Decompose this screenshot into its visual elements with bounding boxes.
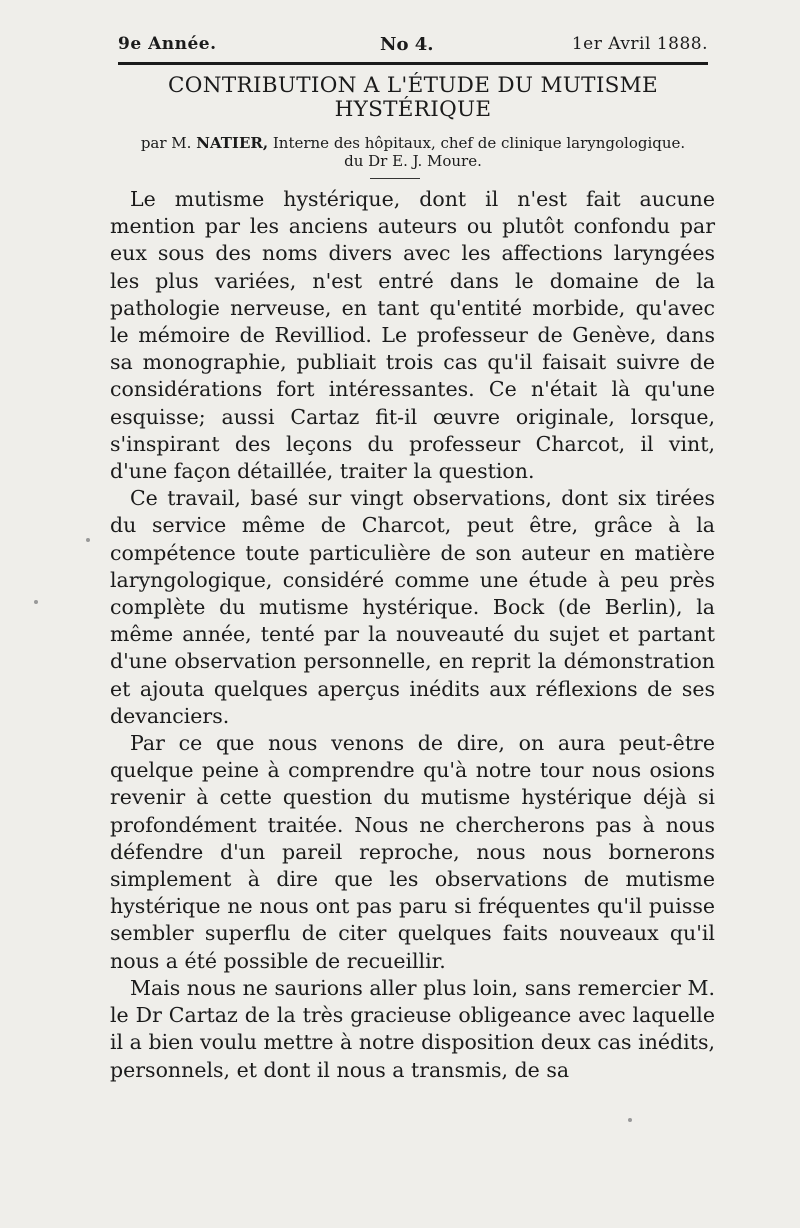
author-affiliation: Interne des hôpitaux, chef de clinique laryngologique. xyxy=(272,134,686,152)
author-name: NATIER, xyxy=(196,134,269,152)
article-byline xyxy=(118,134,708,170)
byline-prefix: par M. xyxy=(140,134,192,152)
paragraph-3: Par ce que nous venons de dire, on aura peut-être quelque peine à comprendre qu'à notre tour nous osions revenir à cette question du mutisme hystérique déjà si profondément traitée. Nous ne chercherons pas à nous défendre d'un pareil reproche, nous nous bornerons simplement à dire que les observations de mutisme hystérique ne nous ont pas paru si fréquentes qu'il puisse sembler superflu de citer quelques faits nouveaux qu'il nous a été possible de recueillir. xyxy=(110,731,715,973)
running-header xyxy=(118,34,708,56)
byline-service: du Dr E. J. Moure. xyxy=(344,152,482,170)
byline-divider xyxy=(370,178,420,179)
article-title-line-2: HYSTÉRIQUE xyxy=(334,97,492,122)
article-title xyxy=(118,74,708,122)
paragraph-4: Mais nous ne saurions aller plus loin, sans remercier M. le Dr Cartaz de la très gracieuse obligeance avec laquelle il a bien voulu mettre à notre disposition deux cas inédits, personnels, et dont il nous a transmis, de sa xyxy=(110,975,715,1082)
issue-date: 1er Avril 1888. xyxy=(571,34,708,54)
paper-speck xyxy=(34,600,38,604)
article-title-line-1: CONTRIBUTION A L'ÉTUDE DU MUTISME xyxy=(168,73,658,98)
header-rule xyxy=(118,62,708,65)
paper-speck xyxy=(86,538,90,542)
issue-year: 9e Année. xyxy=(118,34,217,54)
issue-number: No 4. xyxy=(380,34,434,55)
paragraph-1: Le mutisme hystérique, dont il n'est fait aucune mention par les anciens auteurs ou plutôt confondu par eux sous des noms divers avec les affections laryngées les plus variées, n'est entré dans le domaine de la pathologie nerveuse, en tant qu'entité morbide, qu'avec le mémoire de Revilliod. Le professeur de Genève, dans sa monographie, publiait trois cas qu'il faisait suivre de considérations fort intéressantes. Ce n'était là qu'une esquisse; aussi Cartaz fit-il œuvre originale, lorsque, s'inspirant des leçons du professeur Charcot, il vint, d'une façon détaillée, traiter la question. xyxy=(110,187,715,484)
paragraph-2: Ce travail, basé sur vingt observations, dont six tirées du service même de Charcot, peut être, grâce à la compétence toute particulière de son auteur en matière laryngologique, considéré comme une étude à peu près complète du mutisme hystérique. Bock (de Berlin), la même année, tenté par la nouveauté du sujet et partant d'une observation personnelle, en reprit la démonstration et ajouta quelques aperçus inédits aux réflexions de ses devanciers. xyxy=(110,486,715,728)
article-body xyxy=(110,186,715,1084)
paper-speck xyxy=(628,1118,632,1122)
